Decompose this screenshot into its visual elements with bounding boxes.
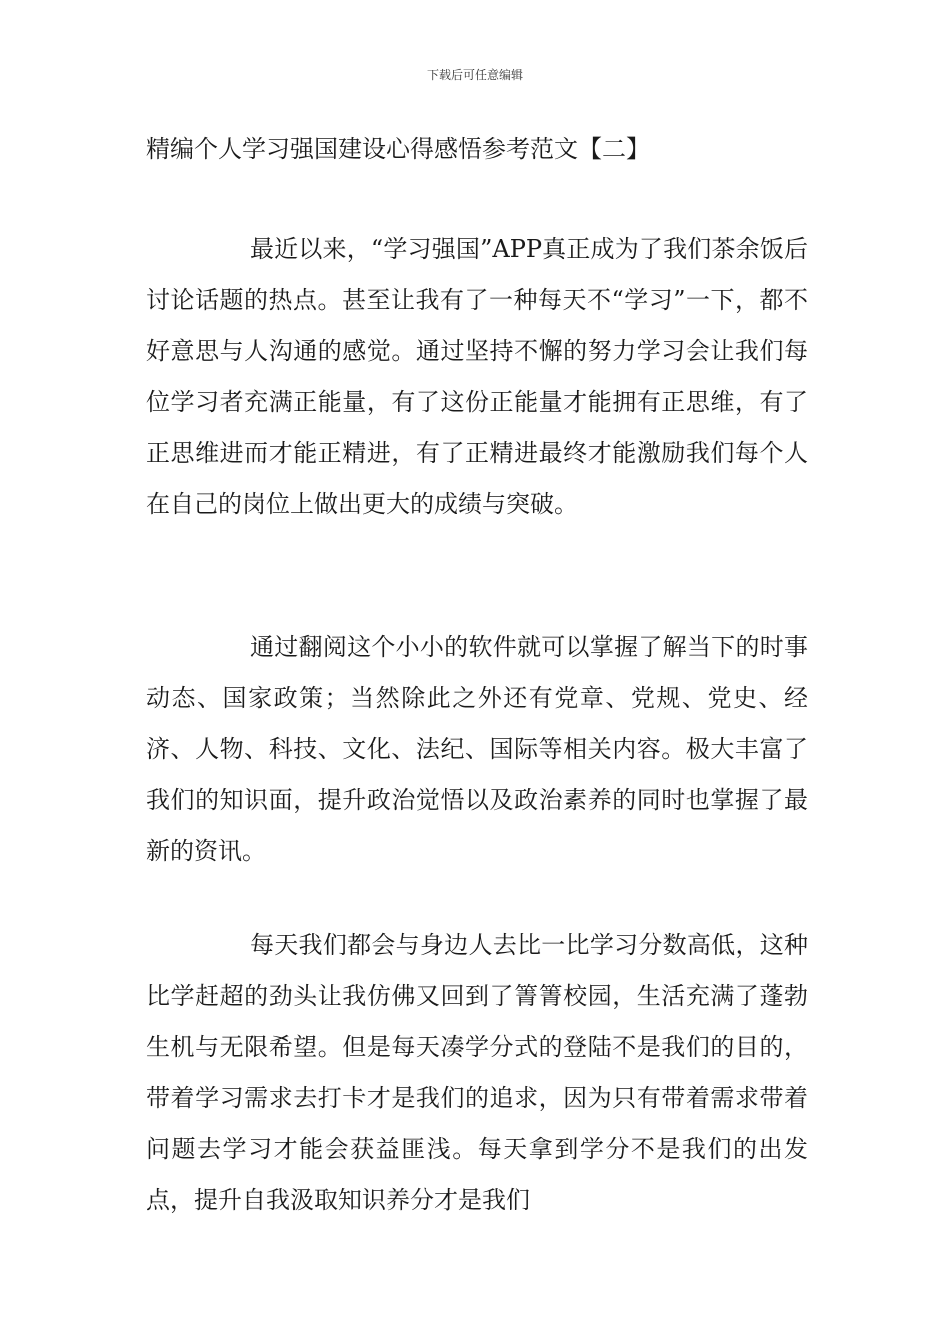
document-title: 精编个人学习强国建设心得感悟参考范文【二】 [146,135,650,163]
paragraph-3: 每天我们都会与身边人去比一比学习分数高低，这种比学赶超的劲头让我仿佛又回到了箐箐校园，生活充满了蓬勃生机与无限希望。但是每天凑学分式的登陆不是我们的目的，带着学习需求去打卡才是我们的追求，因为只有带着需求带着问题去学习才能会获益匪浅。每天拿到学分不是我们的出发点，提升自我汲取知识养分才是我们 [146,931,808,1214]
header-note: 下载后可任意编辑 [426,68,523,82]
paragraph-2: 通过翻阅这个小小的软件就可以掌握了解当下的时事动态、国家政策；当然除此之外还有党章、党规、党史、经济、人物、科技、文化、法纪、国际等相关内容。极大丰富了我们的知识面，提升政治觉悟以及政治素养的同时也掌握了最新的资讯。 [146,633,808,865]
paragraph-1: 最近以来，“学习强国”APP真正成为了我们茶余饭后讨论话题的热点。甚至让我有了一种每天不“学习”一下，都不好意思与人沟通的感觉。通过坚持不懈的努力学习会让我们每位学习者充满正能量，有了这份正能量才能拥有正思维，有了正思维进而才能正精进，有了正精进最终才能激励我们每个人在自己的岗位上做出更大的成绩与突破。 [146,235,808,518]
